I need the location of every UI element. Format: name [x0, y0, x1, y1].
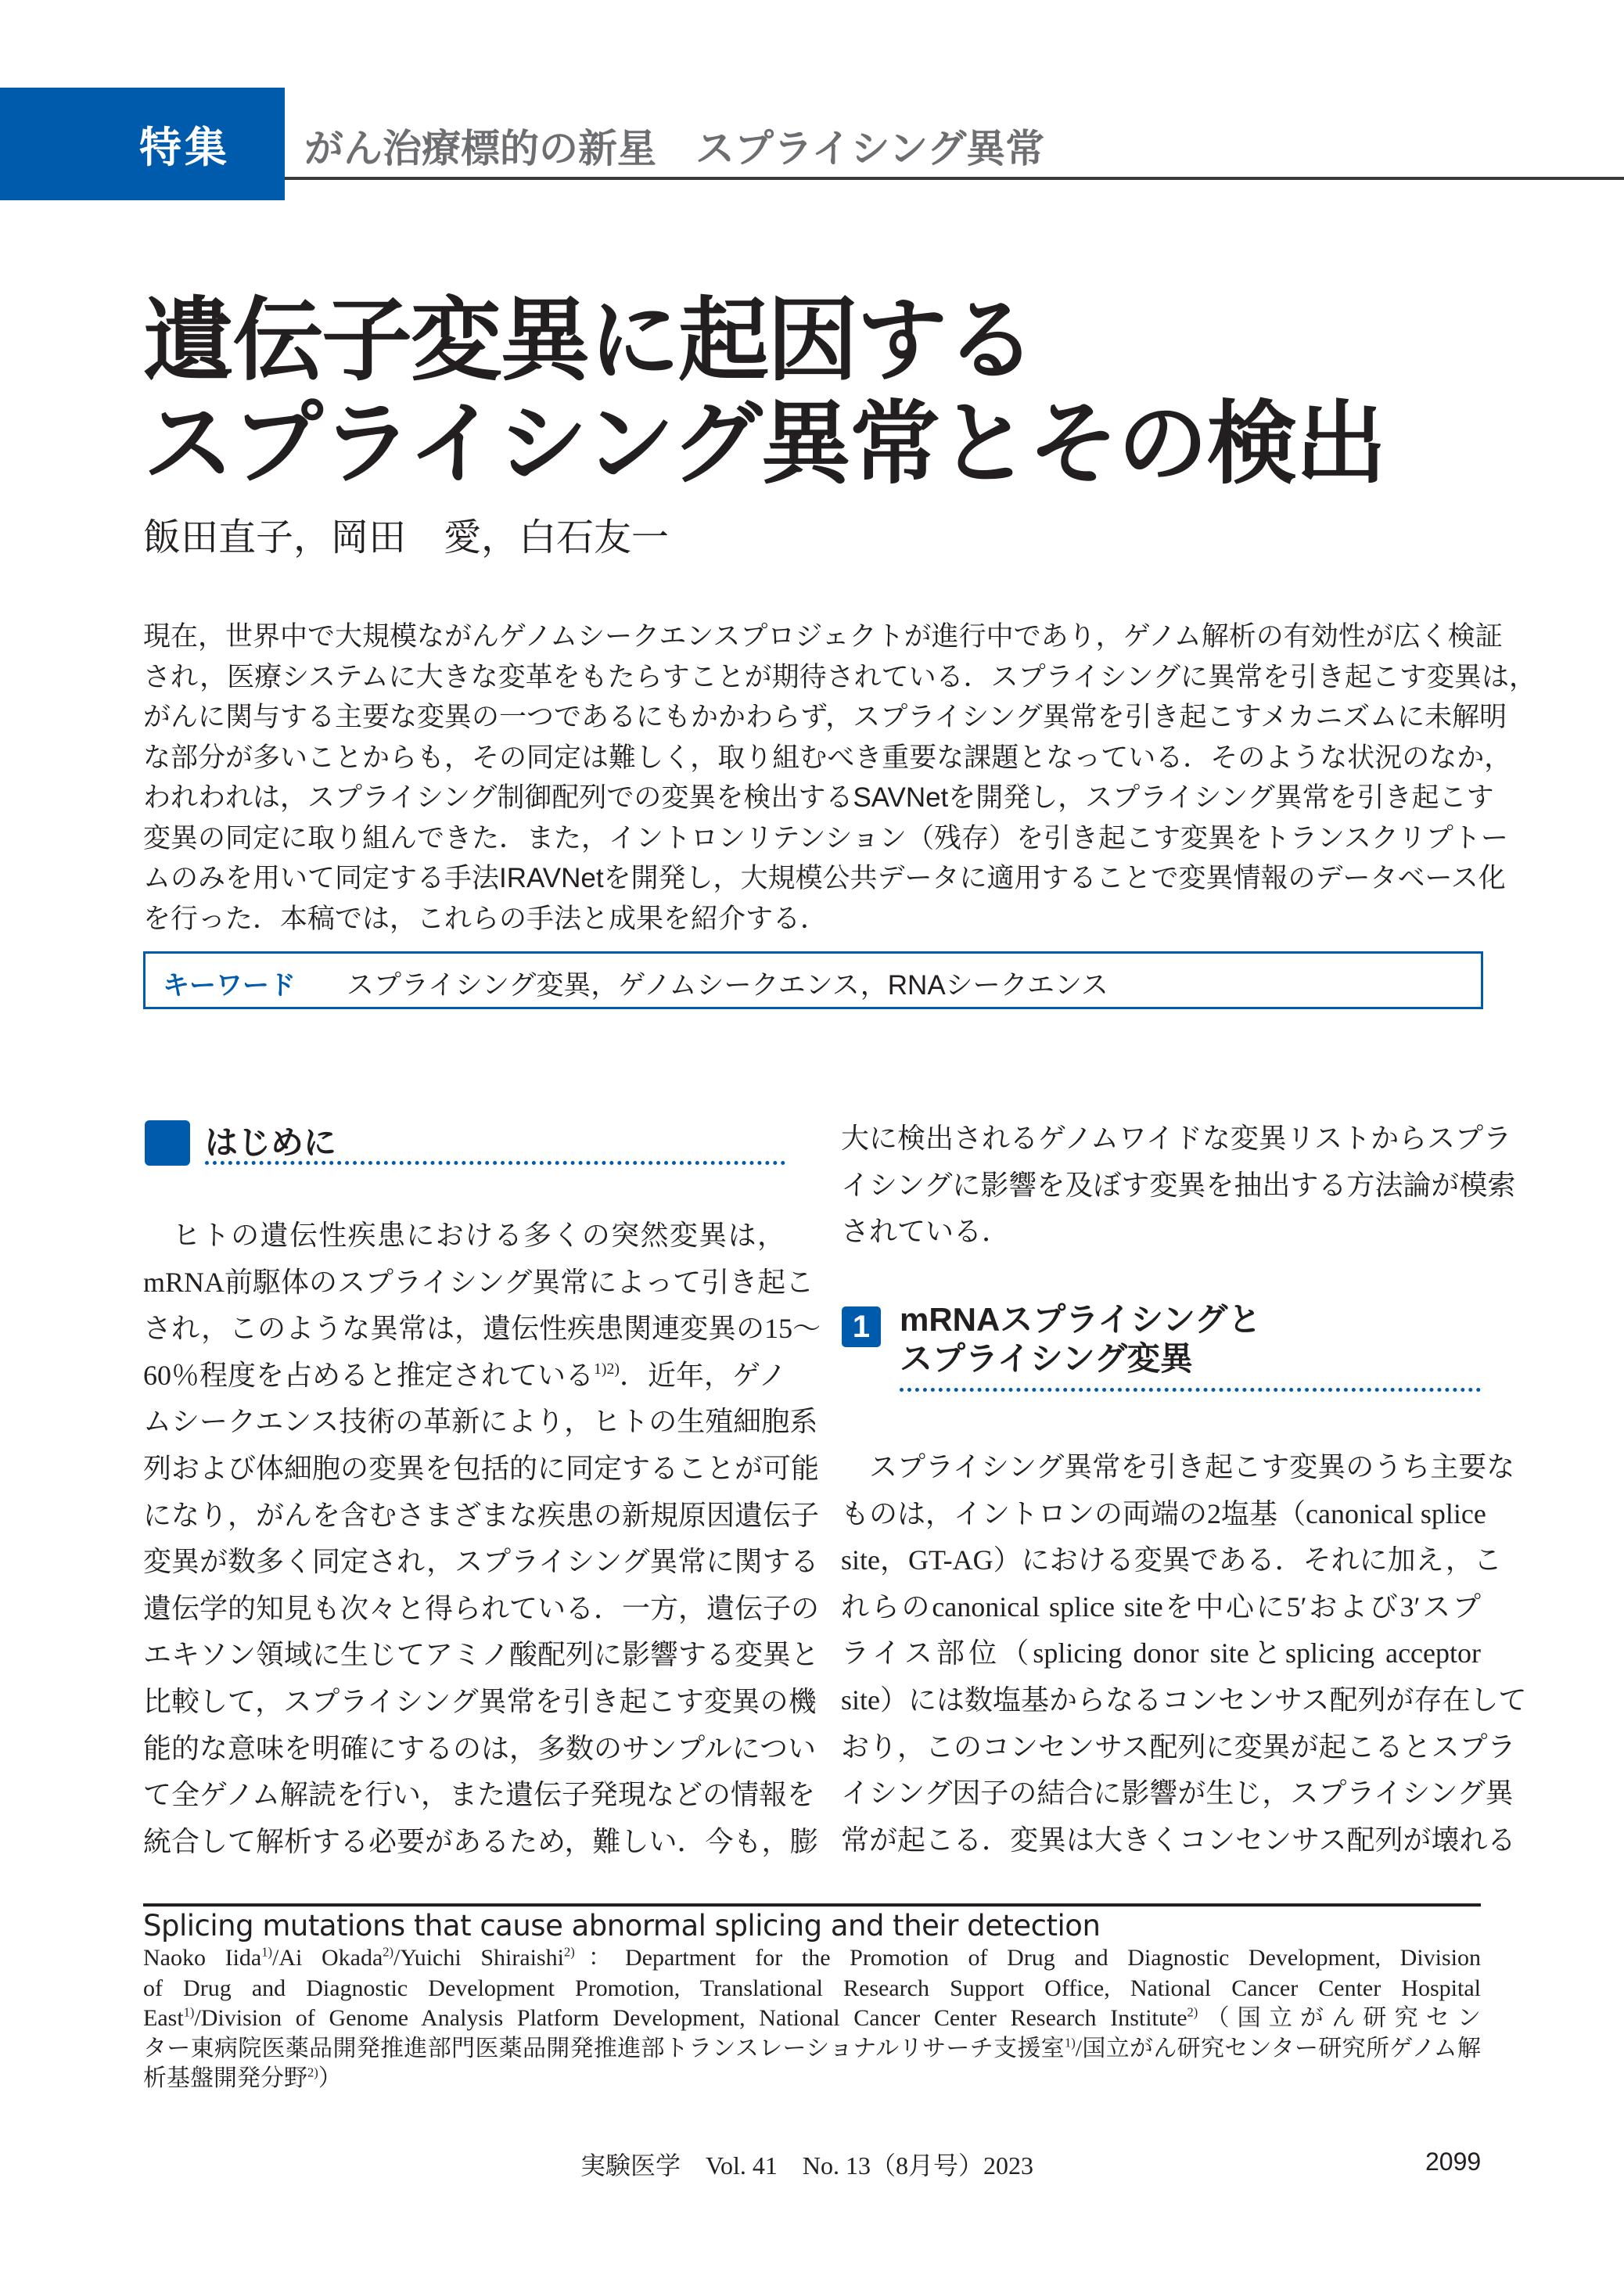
text-segment: 統合して解析する必要があるため，難しい．今も，膨	[143, 1825, 818, 1857]
text-line	[143, 2034, 1481, 2065]
text-segment: ）	[318, 2065, 342, 2091]
text-line	[143, 1586, 820, 1633]
header-divider	[285, 177, 1624, 180]
text-line	[143, 2004, 1481, 2034]
article-title-line-2: スプライシング異常とその検出	[143, 393, 1385, 494]
text-line	[143, 1353, 785, 1400]
text-line	[841, 1163, 1516, 1209]
section-heading-intro: はじめに	[205, 1124, 337, 1161]
text-segment: 能的な意味を明確にするのは，多数のサンプルについ	[143, 1732, 817, 1764]
text-segment: （国立がん研究セン	[1198, 2005, 1481, 2031]
feature-series-title: がん治療標的の新星 スプライシング異常	[304, 127, 1045, 171]
text-line	[841, 1770, 1514, 1817]
english-title: Splicing mutations that cause abnormal splicing and their detection	[143, 1909, 1101, 1943]
text-line	[841, 1724, 1516, 1771]
text-segment: されている．	[841, 1216, 1011, 1248]
text-line	[143, 657, 1536, 698]
text-segment: /Division of Genome Analysis Platform Development, National Cancer Center Research Institute	[194, 2005, 1187, 2031]
author-affiliations	[143, 1943, 1481, 2094]
text-line	[841, 1209, 1481, 1256]
section-number-badge: 1	[842, 1306, 881, 1347]
section-square-icon	[145, 1120, 190, 1166]
page-number: 2099	[1425, 2147, 1482, 2176]
footnote-ref: 2)	[383, 1944, 394, 1960]
text-segment: ヒトの遺伝性疾患における多くの突然変異は，	[143, 1220, 785, 1251]
text-segment: われわれは，スプライシング制御配列での変異を検出するSAVNetを開発し，スプライシング異常を引き起こす	[143, 782, 1494, 813]
intro-body	[143, 1213, 821, 1865]
text-segment: /Ai Okada	[272, 1945, 383, 1971]
footnote-ref: 2)	[564, 1944, 575, 1960]
text-segment: East	[143, 2005, 184, 2031]
feature-label: 特集	[139, 124, 230, 171]
text-segment: 60％程度を占めると推定されている	[143, 1359, 595, 1391]
text-segment: れらのcanonical splice siteを中心に5′および3′スプ	[841, 1590, 1481, 1623]
section-heading-1-line-2: スプライシング変異	[900, 1340, 1193, 1377]
text-line	[143, 899, 1481, 940]
text-line	[143, 1679, 817, 1726]
text-line	[143, 778, 1494, 818]
keywords-text: スプライシング変異，ゲノムシークエンス，RNAシークエンス	[347, 970, 1108, 1001]
text-line	[143, 1260, 814, 1306]
text-segment: イシング因子の結合に影響が生じ，スプライシング異	[841, 1777, 1514, 1810]
text-line	[841, 1444, 1515, 1491]
text-line	[841, 1630, 1481, 1677]
footnote-ref: 1)	[183, 2004, 195, 2020]
text-line	[143, 616, 1503, 657]
text-segment: site，GT-AG）における変異である．それに加え，こ	[841, 1544, 1502, 1576]
footnote-ref: 1)	[261, 1944, 273, 1960]
text-line	[143, 818, 1508, 859]
text-segment: おり，このコンセンサス配列に変異が起こるとスプラ	[841, 1731, 1516, 1763]
footnote-ref: 1)2)	[594, 1360, 620, 1378]
section-heading-1	[900, 1300, 1261, 1378]
section-1-body	[841, 1444, 1527, 1864]
abstract	[143, 616, 1536, 939]
journal-citation: 実験医学 Vol. 41 No. 13（8月号）2023	[580, 2151, 1033, 2180]
text-segment: ター東病院医薬品開発推進部門医薬品開発推進部トランスレーショナルリサーチ支援室	[143, 2035, 1065, 2061]
text-segment: になり，がんを含むさまざまな疾患の新規原因遺伝子	[143, 1499, 820, 1531]
text-line	[143, 858, 1506, 899]
text-segment: スプライシング異常を引き起こす変異のうち主要な	[841, 1451, 1515, 1483]
text-line	[143, 1539, 819, 1586]
text-segment: site）には数塩基からなるコンセンサス配列が存在して	[841, 1684, 1527, 1716]
text-line	[143, 2064, 1481, 2094]
text-segment: を行った．本稿では，これらの手法と成果を紹介する．	[143, 903, 828, 934]
text-segment: ムのみを用いて同定する手法IRAVNetを開発し，大規模公共データに適用することで変異情報のデータベース化	[143, 863, 1506, 893]
text-segment: of Drug and Diagnostic Development Promotion, Translational Research Support Office, National Cancer Center Hospital	[143, 1975, 1481, 2001]
text-segment: 変異が数多く同定され，スプライシング異常に関する	[143, 1546, 819, 1578]
text-segment: mRNA前駆体のスプライシング異常によって引き起こ	[143, 1266, 814, 1298]
text-segment: て全ゲノム解読を行い，また遺伝子発現などの情報を	[143, 1779, 815, 1811]
footnote-divider	[143, 1903, 1481, 1907]
text-line	[841, 1537, 1502, 1584]
text-line	[143, 1974, 1481, 2004]
text-segment: され，このような異常は，遺伝性疾患関連変異の15～	[143, 1313, 821, 1345]
text-segment: な部分が多いことからも，その同定は難しく，取り組むべき重要な課題となっている．そのような状況のなか，	[143, 742, 1512, 773]
keywords-label: キーワード	[163, 971, 296, 1001]
text-segment: され，医療システムに大きな変革をもたらすことが期待されている．スプライシングに異常を引き起こす変異は，	[143, 661, 1536, 692]
footnote-ref: 2)	[1187, 2004, 1198, 2020]
text-segment: 変異の同定に取り組んできた．また，イントロンリテンション（残存）を引き起こす変異をトランスクリプトー	[143, 822, 1508, 854]
text-segment: /国立がん研究センター研究所ゲノム解	[1075, 2035, 1481, 2061]
text-line	[841, 1817, 1516, 1864]
text-segment: ：Department for the Promotion of Drug and Diagnostic Development, Division	[574, 1945, 1481, 1971]
text-segment: ．近年，ゲノ	[619, 1359, 787, 1391]
text-segment: Naoko Iida	[143, 1945, 262, 1971]
text-segment: エキソン領域に生じてアミノ酸配列に影響する変異と	[143, 1639, 820, 1671]
text-segment: がんに関与する主要な変異の一つであるにもかかわらず，スプライシング異常を引き起こすメカニズムに未解明	[143, 702, 1507, 732]
text-segment: 比較して，スプライシング異常を引き起こす変異の機	[143, 1685, 817, 1717]
authors: 飯田直子，岡田 愛，白石友一	[143, 517, 670, 559]
text-segment: ライス部位（splicing donor siteとsplicing acceptor	[841, 1637, 1481, 1669]
text-line	[143, 1446, 820, 1493]
text-line	[143, 697, 1507, 738]
text-segment: イシングに影響を及ぼす変異を抽出する方法論が模索	[841, 1169, 1516, 1201]
text-line	[143, 1726, 817, 1773]
text-segment: /Yuichi Shiraishi	[393, 1945, 564, 1971]
text-segment: 大に検出されるゲノムワイドな変異リストからスプラ	[841, 1123, 1512, 1154]
text-segment: 列および体細胞の変異を包括的に同定することが可能	[143, 1452, 820, 1484]
text-segment: ものは，イントロンの両端の2塩基（canonical splice	[841, 1497, 1486, 1529]
text-line	[143, 1399, 818, 1446]
intro-body-continued	[841, 1116, 1516, 1256]
text-line	[841, 1116, 1512, 1163]
text-line	[143, 1819, 818, 1866]
section-dotted-rule	[205, 1161, 785, 1165]
text-segment: 現在，世界中で大規模ながんゲノムシークエンスプロジェクトが進行中であり，ゲノム解析の有効性が広く検証	[143, 621, 1503, 652]
footnote-ref: 2)	[307, 2065, 318, 2080]
text-line	[841, 1584, 1481, 1631]
text-line	[841, 1677, 1527, 1724]
text-line	[143, 738, 1512, 778]
text-segment: 遺伝学的知見も次々と得られている．一方，遺伝子の	[143, 1592, 820, 1624]
text-segment: 析基盤開発分野	[143, 2065, 307, 2091]
text-segment: ムシークエンス技術の革新により，ヒトの生殖細胞系	[143, 1406, 818, 1438]
text-line	[143, 1632, 820, 1679]
text-line	[143, 1772, 815, 1819]
text-line	[143, 1306, 821, 1353]
section-dotted-rule	[900, 1388, 1481, 1392]
text-line	[143, 1943, 1481, 1974]
text-line	[143, 1213, 785, 1260]
section-heading-1-line-1: mRNAスプライシングと	[900, 1301, 1262, 1338]
text-segment: 常が起こる．変異は大きくコンセンサス配列が壊れる	[841, 1824, 1516, 1856]
article-title-line-1: 遺伝子変異に起因する	[143, 289, 1035, 391]
text-line	[143, 1493, 820, 1540]
text-line	[841, 1491, 1486, 1538]
footnote-ref: 1)	[1065, 2034, 1076, 2050]
